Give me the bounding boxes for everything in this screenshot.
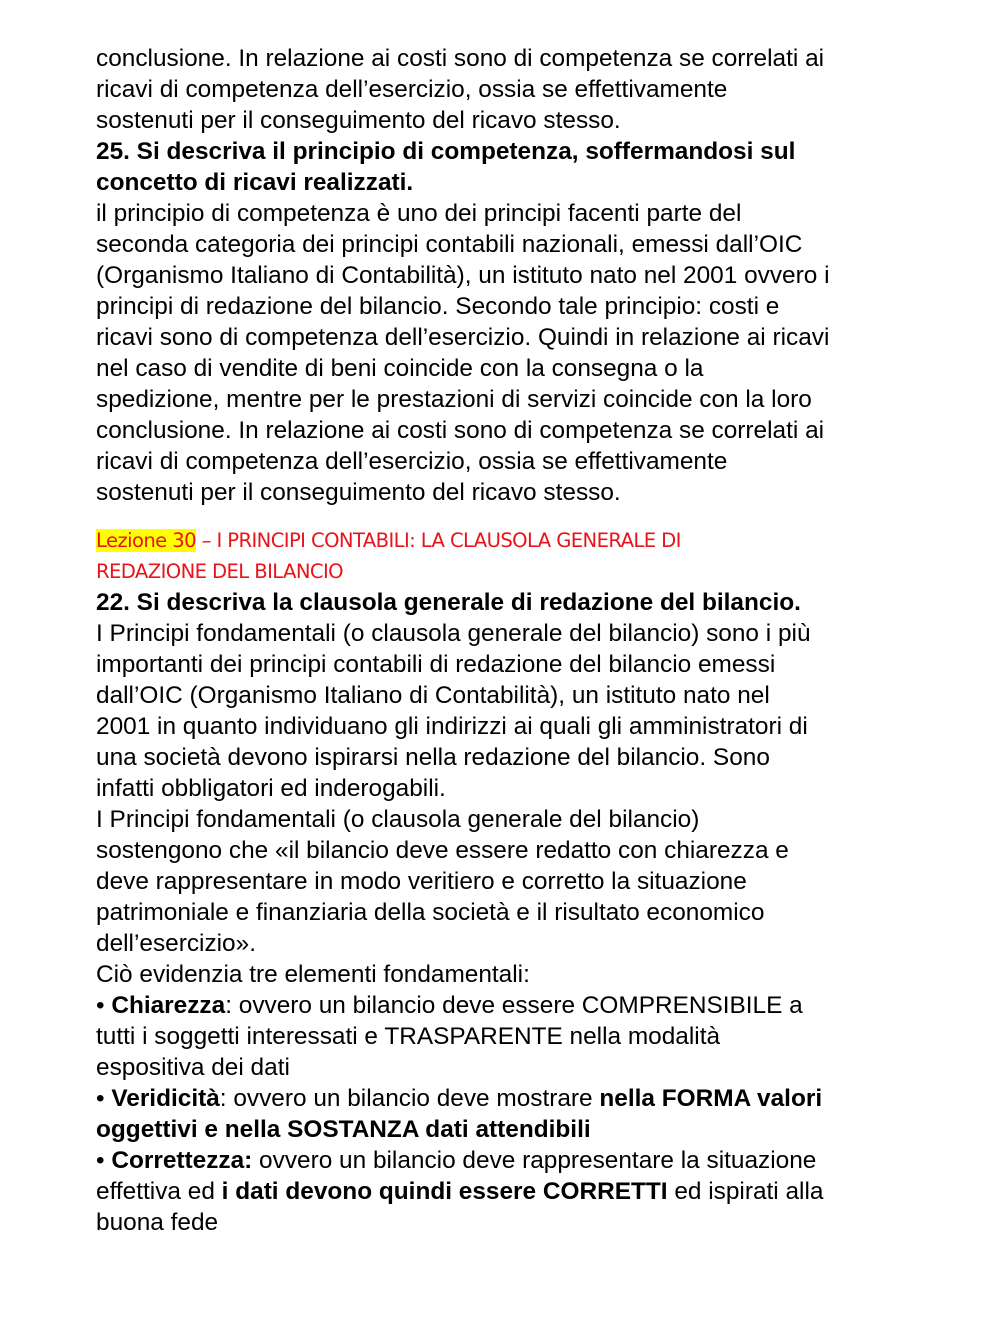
text-line: il principio di competenza è uno dei principi facenti parte del	[96, 200, 742, 227]
bullet-marker: •	[96, 1147, 112, 1174]
text-line: patrimoniale e finanziaria della società e il risultato economico	[96, 899, 765, 926]
bullet-bold-text: nella FORMA valori	[599, 1085, 823, 1112]
text-line: importanti dei principi contabili di redazione del bilancio emessi	[96, 651, 776, 678]
bullet-text: : ovvero un bilancio deve essere COMPRENSIBILE a	[225, 992, 803, 1019]
text-line: infatti obbligatori ed inderogabili.	[96, 775, 446, 802]
text-line: 2001 in quanto individuano gli indirizzi ai quali gli amministratori di	[96, 713, 808, 740]
lesson-title: – I PRINCIPI CONTABILI: LA CLAUSOLA GENERALE DI	[195, 529, 681, 552]
bullet-term: Chiarezza	[111, 992, 226, 1019]
text-line: ricavi di competenza dell’esercizio, ossia se effettivamente	[96, 76, 728, 103]
bullet-bold-text: oggettivi e nella SOSTANZA dati attendibili	[96, 1116, 591, 1143]
bullet-text: : ovvero un bilancio deve mostrare	[219, 1085, 600, 1112]
bullet-veridicita	[96, 1083, 916, 1145]
document-page	[96, 43, 916, 1238]
question-25	[96, 136, 916, 198]
bullet-text: ovvero un bilancio deve rappresentare la situazione	[252, 1147, 817, 1174]
text-line: seconda categoria dei principi contabili nazionali, emessi dall’OIC	[96, 231, 803, 258]
text-line: conclusione. In relazione ai costi sono di competenza se correlati ai	[96, 45, 825, 72]
bullet-marker: •	[96, 1085, 112, 1112]
answer-25	[96, 198, 916, 508]
lesson-title: REDAZIONE DEL BILANCIO	[96, 560, 343, 583]
bullet-term: Correttezza:	[111, 1147, 253, 1174]
bullet-text: effettiva ed	[96, 1178, 222, 1205]
text-line: I Principi fondamentali (o clausola generale del bilancio)	[96, 806, 700, 833]
question-heading: 25. Si descriva il principio di competenza, soffermandosi sul	[96, 138, 796, 165]
bullet-marker: •	[96, 992, 112, 1019]
bullet-text: ed ispirati alla	[667, 1178, 824, 1205]
answer-22-paragraph-2	[96, 804, 916, 990]
text-line: principi di redazione del bilancio. Secondo tale principio: costi e	[96, 293, 780, 320]
text-line: sostenuti per il conseguimento del ricavo stesso.	[96, 107, 621, 134]
text-line: conclusione. In relazione ai costi sono di competenza se correlati ai	[96, 417, 825, 444]
text-line: ricavi sono di competenza dell’esercizio. Quindi in relazione ai ricavi	[96, 324, 830, 351]
bullet-correttezza	[96, 1145, 916, 1238]
text-line: spedizione, mentre per le prestazioni di servizi coincide con la loro	[96, 386, 812, 413]
text-line: dall’OIC (Organismo Italiano di Contabilità), un istituto nato nel	[96, 682, 770, 709]
text-line: sostengono che «il bilancio deve essere redatto con chiarezza e	[96, 837, 789, 864]
text-line: buona fede	[96, 1209, 219, 1236]
lesson-heading	[96, 525, 916, 587]
text-line: (Organismo Italiano di Contabilità), un istituto nato nel 2001 ovvero i	[96, 262, 830, 289]
text-line: deve rappresentare in modo veritiero e corretto la situazione	[96, 868, 747, 895]
answer-22-paragraph-1	[96, 618, 916, 804]
bullet-chiarezza	[96, 990, 916, 1083]
continuation-paragraph	[96, 43, 916, 136]
text-line: tutti i soggetti interessati e TRASPARENTE nella modalità	[96, 1023, 721, 1050]
text-line: sostenuti per il conseguimento del ricavo stesso.	[96, 479, 621, 506]
bullet-bold-text: i dati devono quindi essere CORRETTI	[221, 1178, 668, 1205]
question-heading: 22. Si descriva la clausola generale di redazione del bilancio.	[96, 589, 801, 616]
text-line: una società devono ispirarsi nella redazione del bilancio. Sono	[96, 744, 770, 771]
text-line: Ciò evidenzia tre elementi fondamentali:	[96, 961, 530, 988]
question-22	[96, 587, 916, 618]
text-line: ricavi di competenza dell’esercizio, ossia se effettivamente	[96, 448, 728, 475]
text-line: dell’esercizio».	[96, 930, 256, 957]
text-line: nel caso di vendite di beni coincide con la consegna o la	[96, 355, 704, 382]
bullet-term: Veridicità	[111, 1085, 220, 1112]
question-heading: concetto di ricavi realizzati.	[96, 169, 414, 196]
lesson-number-highlight: Lezione 30	[96, 529, 196, 552]
text-line: I Principi fondamentali (o clausola generale del bilancio) sono i più	[96, 620, 811, 647]
text-line: espositiva dei dati	[96, 1054, 290, 1081]
